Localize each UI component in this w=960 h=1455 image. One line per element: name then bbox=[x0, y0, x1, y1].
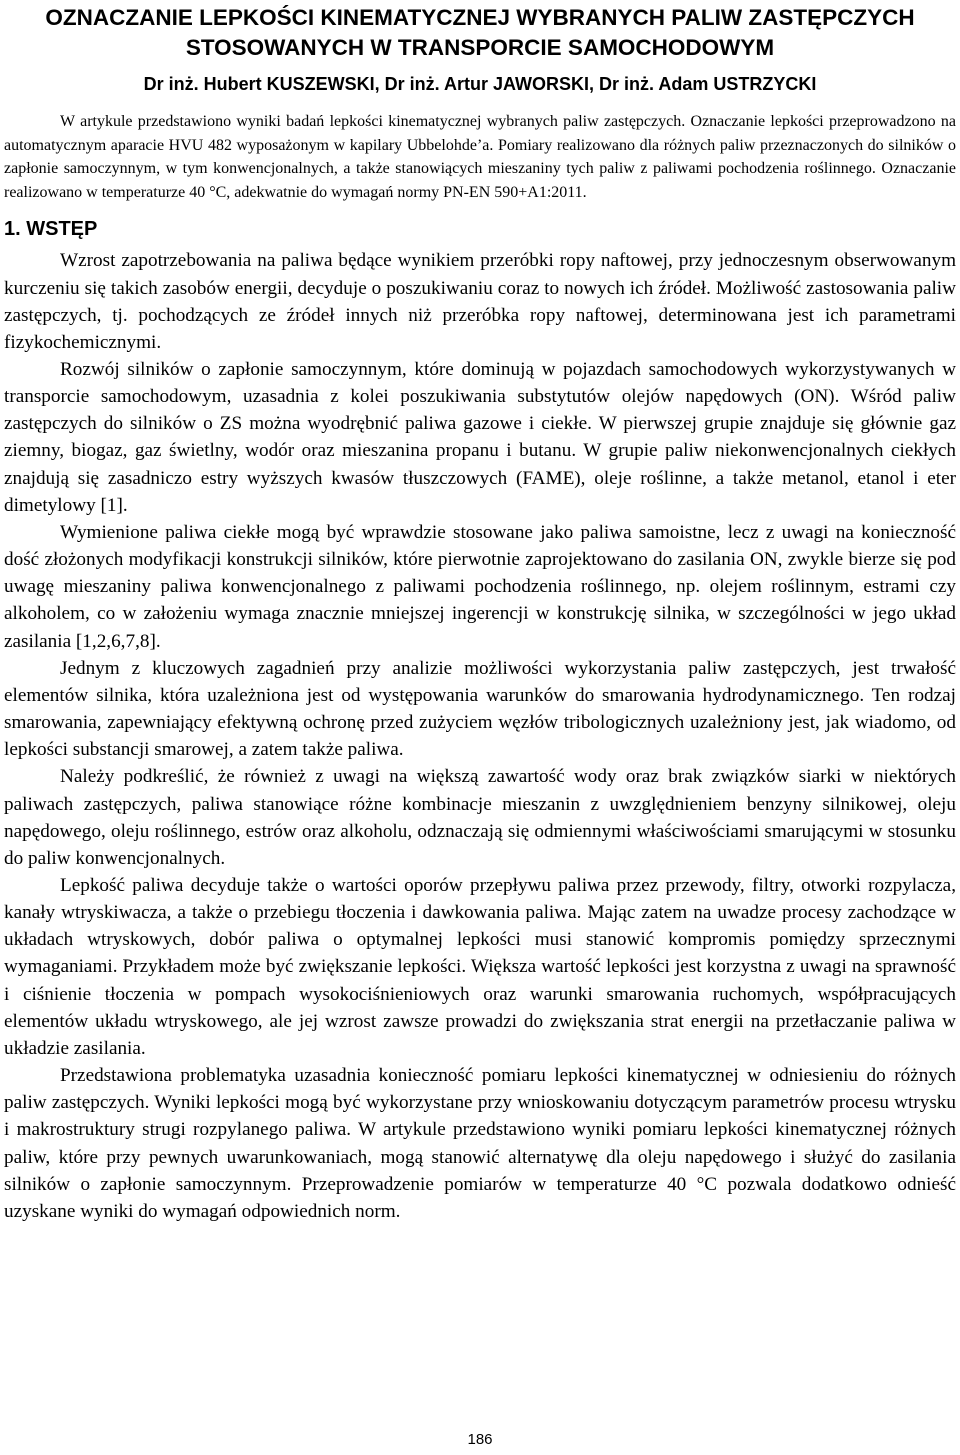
paper-title: OZNACZANIE LEPKOŚCI KINEMATYCZNEJ WYBRANYCH PALIW ZASTĘPCZYCH STOSOWANYCH W TRANSPORCIE SAMOCHODOWYM bbox=[45, 5, 915, 60]
body-paragraph: Wzrost zapotrzebowania na paliwa będące wynikiem przeróbki ropy naftowej, przy jednoczesnym obserwowanym kurczeniu się takich zasobów energii, decyduje o poszukiwaniu coraz to nowych ich źródeł. Możliwość zastosowania paliw zastępczych, tj. pochodzących ze źródeł innych niż przeróbka ropy naftowej, determinowana jest ich parametrami fizykochemicznymi. bbox=[4, 250, 956, 353]
body-paragraph: Jednym z kluczowych zagadnień przy analizie możliwości wykorzystania paliw zastępczych, jest trwałość elementów silnika, która uzależniona jest od występowania warunków do smarowania hydrodynamicznego. Ten rodzaj smarowania, zapewniający efektywną ochronę przed zużyciem węzłów tribologicznych uzależniony jest, jak wiadomo, od lepkości substancji smarowej, a zatem także paliwa. bbox=[4, 657, 956, 761]
body-paragraph: Należy podkreślić, że również z uwagi na większą zawartość wody oraz brak związków siarki w niektórych paliwach zastępczych, paliwa stanowiące różne kombinacje mieszanin z uwzględnieniem benzyny silnikowej, oleju napędowego, oleju roślinnego, estrów oraz alkoholu, odznaczają się odmiennymi właściwościami smarującymi w stosunku do paliw konwencjonalnych. bbox=[4, 766, 956, 869]
paper-authors: Dr inż. Hubert KUSZEWSKI, Dr inż. Artur JAWORSKI, Dr inż. Adam USTRZYCKI bbox=[143, 74, 817, 94]
body-paragraph: Lepkość paliwa decyduje także o wartości oporów przepływu paliwa przez przewody, filtry, otworki rozpylacza, kanały wtryskiwacza, a także o przebiegu tłoczenia i dawkowania paliwa. Mając zatem na uwadze procesy zachodzące w układach wtryskowych, dobór paliwa o optymalnej lepkości musi stanowić kompromis pomiędzy sprzecznymi wymaganiami. Przykładem może być zwiększanie lepkości. Większa wartość lepkości jest korzystna z uwagi na sprawność i ciśnienie tłoczenia w pompach wysokociśnieniowych oraz warunki smarowania ruchomych, współpracujących elementów układu wtryskowego, ale jej wzrost zawsze prowadzi do zwiększania strat energii na przetłaczanie paliwa w układzie zasilania. bbox=[4, 874, 956, 1059]
body-paragraph: Przedstawiona problematyka uzasadnia konieczność pomiaru lepkości kinematycznej w odniesieniu do różnych paliw zastępczych. Wyniki lepkości mogą być wykorzystane przy wnioskowaniu dotyczącym parametrów procesu wtrysku i makrostruktury strugi rozpylanego paliwa. W artykule przedstawiono wyniki pomiaru lepkości kinematycznej różnych paliw, które przy pewnych uwarunkowaniach, mogą stanowić alternatywę dla oleju napędowego i służyć do zasilania silników o zapłonie samoczynnym. Przeprowadzenie pomiarów w temperaturze 40 °C pozwala dodatkowo odnieść uzyskane wyniki do wymagań odpowiednich norm. bbox=[4, 1065, 956, 1222]
body-paragraph: Wymienione paliwa ciekłe mogą być wprawdzie stosowane jako paliwa samoistne, lecz z uwagi na konieczność dość złożonych modyfikacji konstrukcji silników, które pierwotnie zaprojektowano do zasilania ON, zwykle bierze się pod uwagę mieszaniny paliwa konwencjonalnego z paliwami pochodzenia roślinnego, np. olejem roślinnym, estrami czy alkoholem, co w założeniu wymaga znacznie mniejszej ingerencji w konstrukcję silnika, w szczególności w jego układ zasilania [1,2,6,7,8]. bbox=[4, 521, 956, 652]
paper-abstract: W artykule przedstawiono wyniki badań lepkości kinematycznej wybranych paliw zastępczych. Oznaczanie lepkości przeprowadzono na automatycznym aparacie HVU 482 wyposażonym w kapilary Ubbelohde’a. Pomiary realizowano dla różnych paliw przeznaczonych do silników o zapłonie samoczynnym, w tym konwencjonalnych, a także stanowiących mieszaniny tych paliw z paliwami pochodzenia roślinnego. Oznaczanie realizowano w temperaturze 40 °C, adekwatnie do wymagań normy PN-EN 590+A1:2011. bbox=[4, 113, 956, 201]
body-paragraph: Rozwój silników o zapłonie samoczynnym, które dominują w pojazdach samochodowych wykorzystywanych w transporcie samochodowym, uzasadnia z kolei poszukiwania substytutów olejów napędowych (ON). Wśród paliw zastępczych do silników o ZS można wyodrębnić paliwa gazowe i ciekłe. W pierwszej grupie znajduje się głównie gaz ziemny, biogaz, gaz świetlny, wodór oraz mieszanina propanu i butanu. W grupie paliw niekonwencjonalnych ciekłych znajdują się zasadniczo estry wyższych kwasów tłuszczowych (FAME), oleje roślinne, a także metanol, etanol i eter dimetylowy [1]. bbox=[4, 359, 956, 516]
section-heading: 1. WSTĘP bbox=[4, 218, 98, 241]
document-page bbox=[4, 0, 956, 1225]
page-number: 186 bbox=[467, 1431, 493, 1448]
